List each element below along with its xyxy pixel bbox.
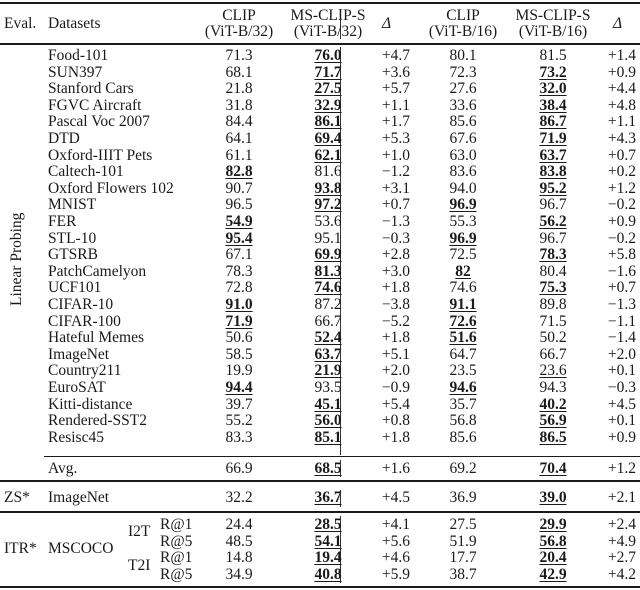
cell-m32: 54.1 [314, 532, 342, 550]
cell-m16: 75.3 [539, 279, 567, 297]
dataset-name: Oxford-IIIT Pets [48, 146, 153, 164]
cell-c16: 38.7 [449, 566, 477, 584]
cell-c32: 39.7 [225, 395, 253, 413]
cell-c16: 94.0 [449, 179, 477, 197]
cell-c16: 64.7 [449, 345, 477, 363]
cell-c16: 83.6 [449, 163, 477, 181]
cell-c16: 51.6 [449, 329, 477, 347]
cell-m16: 50.2 [539, 329, 567, 347]
cell-m16: 96.7 [539, 229, 567, 247]
dataset-name: Stanford Cars [48, 80, 134, 98]
dataset-name: Rendered-SST2 [48, 412, 148, 430]
cell-d32: +0.7 [381, 196, 410, 214]
cell-c32: 68.1 [225, 63, 253, 81]
cell-d32: +0.8 [381, 412, 410, 430]
cell-d16: +1.2 [607, 179, 636, 197]
cell-d32: +5.6 [381, 532, 410, 550]
table-row [0, 363, 640, 379]
cell-m16: 81.5 [539, 47, 567, 64]
cell-d16: −1.1 [607, 312, 636, 330]
cell-c32: 21.8 [225, 80, 253, 98]
cell-m32: 68.5 [314, 460, 342, 477]
cell-c32: 32.2 [225, 489, 253, 506]
delta-b16-header: Δ [613, 15, 623, 32]
cell-c16: 36.9 [449, 489, 477, 506]
table-row [0, 247, 640, 263]
cell-m32: 66.7 [314, 312, 342, 330]
metric-label: R@1 [160, 516, 193, 533]
dataset-name: ImageNet [48, 345, 110, 363]
dataset-name: Caltech-101 [48, 163, 124, 181]
dataset-name: FER [48, 213, 77, 230]
cell-d16: +4.8 [607, 96, 636, 114]
cell-d32: +5.9 [381, 566, 410, 584]
cell-c16: 80.1 [449, 47, 477, 64]
cell-c16: 23.5 [449, 362, 477, 380]
cell-c32: 72.8 [225, 279, 253, 297]
cell-m16: 63.7 [539, 146, 567, 164]
itr-row [0, 567, 640, 583]
cell-m16: 66.7 [539, 345, 567, 363]
cell-m32: 71.7 [314, 63, 342, 81]
dataset-name: Pascal Voc 2007 [48, 113, 150, 131]
table-row [0, 380, 640, 396]
cell-m16: 56.9 [539, 412, 567, 430]
cell-c32: 67.1 [225, 246, 253, 264]
cell-c32: 34.9 [225, 566, 253, 584]
cell-c16: 96.9 [449, 196, 477, 214]
cell-c32: 19.9 [225, 362, 253, 380]
table-row [0, 413, 640, 429]
cell-c16: 35.7 [449, 395, 477, 413]
cell-m32: 74.6 [314, 279, 342, 297]
cell-d16: −0.2 [607, 229, 636, 247]
cell-c32: 64.1 [225, 130, 253, 147]
cell-d32: +4.1 [381, 516, 410, 533]
cell-d16: +0.1 [607, 362, 636, 380]
dataset-name: UCF101 [48, 279, 102, 297]
cell-d32: −0.9 [381, 379, 410, 396]
dataset-name: Food-101 [48, 47, 109, 64]
cell-d16: +4.9 [607, 532, 636, 550]
cell-m32: 93.8 [314, 179, 342, 197]
cell-c16: 27.6 [449, 80, 477, 98]
avg-rule [44, 456, 640, 457]
cell-c16: 27.5 [449, 516, 477, 533]
cell-m16: 71.5 [539, 312, 567, 330]
cell-c32: 54.9 [225, 213, 253, 230]
datasets-header: Datasets [48, 15, 101, 32]
cell-m32: 27.5 [314, 80, 342, 98]
itr-row [0, 550, 640, 566]
dataset-name: DTD [48, 130, 80, 147]
cell-c16: 96.9 [449, 229, 477, 247]
msclip-b32-header: MS-CLIP-S (ViT-B/32) [290, 7, 366, 40]
cell-c32: 31.8 [225, 96, 253, 114]
cell-m16: 78.3 [539, 246, 567, 264]
cell-c16: 72.6 [449, 312, 477, 330]
cell-c16: 91.1 [449, 296, 477, 313]
cell-c16: 33.6 [449, 96, 477, 114]
cell-d32: +4.7 [381, 47, 410, 64]
cell-c32: 78.3 [225, 262, 253, 280]
cell-c32: 71.3 [225, 47, 253, 64]
cell-d16: +0.9 [607, 428, 636, 446]
cell-m16: 40.2 [539, 395, 567, 413]
table-row [0, 114, 640, 130]
dataset-name: FGVC Aircraft [48, 96, 142, 114]
zs-label: ZS* [4, 489, 30, 506]
cell-c32: 94.4 [225, 379, 253, 396]
cell-c32: 95.4 [225, 229, 253, 247]
linear-probing-label: Linear Probing [8, 212, 25, 306]
cell-m16: 32.0 [539, 80, 567, 98]
table-row [0, 314, 640, 330]
cell-c32: 91.0 [225, 296, 253, 313]
cell-m16: 70.4 [539, 460, 567, 477]
cell-d32: +1.0 [381, 146, 410, 164]
cell-d16: +2.7 [607, 549, 636, 567]
table-row [0, 280, 640, 296]
table-row [0, 347, 640, 363]
dataset-name: CIFAR-100 [48, 312, 121, 330]
cell-d16: +4.4 [607, 80, 636, 98]
cell-m16: 86.5 [539, 428, 567, 446]
cell-m16: 39.0 [539, 489, 567, 506]
cell-c16: 85.6 [449, 113, 477, 131]
cell-d32: −1.2 [381, 163, 410, 181]
table-row [0, 164, 640, 180]
cell-m16: 71.9 [539, 130, 567, 147]
zs-bottom-rule [0, 511, 640, 513]
cell-c16: 72.5 [449, 246, 477, 264]
cell-m16: 42.9 [539, 566, 567, 584]
cell-c32: 90.7 [225, 179, 253, 197]
cell-c16: 55.3 [449, 213, 477, 230]
cell-d32: +1.6 [381, 460, 410, 477]
cell-m16: 56.8 [539, 532, 567, 550]
cell-d32: +1.1 [381, 96, 410, 114]
cell-d32: +5.7 [381, 80, 410, 98]
cell-c16: 85.6 [449, 428, 477, 446]
cell-d32: +3.0 [381, 262, 410, 280]
itr-label: ITR* [4, 540, 37, 557]
cell-d16: +2.0 [607, 345, 636, 363]
table-row [0, 131, 640, 147]
cell-d16: +0.7 [607, 279, 636, 297]
cell-d32: +1.8 [381, 279, 410, 297]
dataset-name: MNIST [48, 196, 97, 214]
cell-d32: +5.4 [381, 395, 410, 413]
table-row [0, 181, 640, 197]
table-row [0, 330, 640, 346]
cell-d16: +1.4 [607, 47, 636, 64]
table-row [0, 397, 640, 413]
clip-b16-header: CLIP (ViT-B/16) [428, 7, 498, 40]
cell-d16: +0.2 [607, 163, 636, 181]
table-row [0, 48, 640, 64]
cell-m32: 21.9 [314, 362, 342, 380]
lp-bottom-rule [0, 480, 640, 482]
avg-row [0, 461, 640, 477]
dataset-name: STL-10 [48, 229, 97, 247]
cell-c32: 24.4 [225, 516, 253, 533]
cell-m32: 36.7 [314, 489, 342, 506]
cell-m32: 85.1 [314, 428, 342, 446]
cell-d32: +5.3 [381, 130, 410, 147]
cell-c16: 69.2 [449, 460, 477, 477]
delta-b32-header: Δ [382, 15, 392, 32]
cell-m32: 52.4 [314, 329, 342, 347]
cell-d16: +0.7 [607, 146, 636, 164]
cell-c16: 74.6 [449, 279, 477, 297]
cell-d32: +2.8 [381, 246, 410, 264]
cell-d32: +1.8 [381, 428, 410, 446]
dataset-name: PatchCamelyon [48, 262, 147, 280]
cell-d16: +2.1 [607, 489, 636, 506]
i2t-label: I2T [128, 523, 151, 540]
table-row [0, 98, 640, 114]
cell-m32: 62.1 [314, 146, 342, 164]
cell-m32: 81.6 [314, 163, 342, 181]
cell-c16: 72.3 [449, 63, 477, 81]
cell-m16: 94.3 [539, 379, 567, 396]
cell-c32: 14.8 [225, 549, 253, 567]
cell-d16: −1.3 [607, 296, 636, 313]
table-row [0, 264, 640, 280]
itr-row [0, 534, 640, 550]
cell-m32: 32.9 [314, 96, 342, 114]
cell-d32: +1.8 [381, 329, 410, 347]
cell-m16: 29.9 [539, 516, 567, 533]
cell-d16: −1.6 [607, 262, 636, 280]
cell-m16: 23.6 [539, 362, 567, 380]
cell-m32: 69.9 [314, 246, 342, 264]
cell-c16: 56.8 [449, 412, 477, 430]
dataset-name: Kitti-distance [48, 395, 133, 413]
cell-m16: 56.2 [539, 213, 567, 230]
cell-d16: +4.3 [607, 130, 636, 147]
header-rule [0, 43, 640, 45]
dataset-name: EuroSAT [48, 379, 106, 396]
cell-c16: 63.0 [449, 146, 477, 164]
cell-m16: 20.4 [539, 549, 567, 567]
cell-d32: −0.3 [381, 229, 410, 247]
cell-m16: 38.4 [539, 96, 567, 114]
cell-m32: 56.0 [314, 412, 342, 430]
cell-d16: +2.4 [607, 516, 636, 533]
table-row [0, 65, 640, 81]
bottom-rule [0, 586, 640, 588]
dataset-name: CIFAR-10 [48, 296, 114, 313]
table-row [0, 430, 640, 446]
cell-d32: +5.1 [381, 345, 410, 363]
itr-dataset: MSCOCO [48, 540, 114, 557]
cell-d16: +1.2 [607, 460, 636, 477]
cell-m32: 81.3 [314, 262, 342, 280]
table-row [0, 197, 640, 213]
dataset-name: Hateful Memes [48, 329, 144, 347]
cell-c16: 67.6 [449, 130, 477, 147]
cell-m32: 86.1 [314, 113, 342, 131]
cell-c16: 51.9 [449, 532, 477, 550]
cell-d32: +4.6 [381, 549, 410, 567]
cell-m32: 69.4 [314, 130, 342, 147]
cell-c32: 84.4 [225, 113, 253, 131]
cell-c32: 55.2 [225, 412, 253, 430]
itr-row [0, 517, 640, 533]
msclip-b16-header: MS-CLIP-S (ViT-B/16) [515, 7, 591, 40]
cell-m32: 19.4 [314, 549, 342, 567]
metric-label: R@5 [160, 532, 193, 550]
cell-c32: 82.8 [225, 163, 253, 181]
cell-c16: 94.6 [449, 379, 477, 396]
cell-m16: 89.8 [539, 296, 567, 313]
cell-m32: 63.7 [314, 345, 342, 363]
table-row [0, 231, 640, 247]
cell-c32: 50.6 [225, 329, 253, 347]
table-row [0, 297, 640, 313]
cell-d16: −0.2 [607, 196, 636, 214]
dataset-name: GTSRB [48, 246, 98, 264]
metric-label: R@5 [160, 566, 193, 584]
cell-m16: 83.8 [539, 163, 567, 181]
cell-m32: 95.1 [314, 229, 342, 247]
dataset-name: Oxford Flowers 102 [48, 179, 174, 197]
cell-c16: 17.7 [449, 549, 477, 567]
cell-m32: 45.1 [314, 395, 342, 413]
cell-d32: −5.2 [381, 312, 410, 330]
cell-c32: 96.5 [225, 196, 253, 214]
dataset-name: Country211 [48, 362, 122, 380]
cell-m16: 73.2 [539, 63, 567, 81]
cell-c32: 83.3 [225, 428, 253, 446]
dataset-name: Resisc45 [48, 428, 104, 446]
cell-d16: +4.2 [607, 566, 636, 584]
cell-c32: 61.1 [225, 146, 253, 164]
cell-m32: 87.2 [314, 296, 342, 313]
cell-m32: 93.5 [314, 379, 342, 396]
cell-m16: 86.7 [539, 113, 567, 131]
cell-d16: +4.5 [607, 395, 636, 413]
cell-d32: +3.1 [381, 179, 410, 197]
cell-d32: +3.6 [381, 63, 410, 81]
dataset-name: Avg. [48, 460, 78, 477]
table-row [0, 214, 640, 230]
zs-row [0, 490, 640, 506]
cell-m16: 80.4 [539, 262, 567, 280]
metric-label: R@1 [160, 549, 193, 567]
table-row [0, 81, 640, 97]
eval-header: Eval. [4, 15, 37, 32]
cell-d32: −3.8 [381, 296, 410, 313]
cell-d16: +0.1 [607, 412, 636, 430]
cell-m32: 97.2 [314, 196, 342, 214]
cell-c32: 66.9 [225, 460, 253, 477]
top-rule [0, 2, 640, 4]
dataset-name: SUN397 [48, 63, 103, 81]
cell-c32: 58.5 [225, 345, 253, 363]
clip-b32-header: CLIP (ViT-B/32) [204, 7, 274, 40]
cell-d16: +0.9 [607, 63, 636, 81]
t2i-label: T2I [128, 557, 151, 574]
cell-d32: −1.3 [381, 213, 410, 230]
cell-d16: +1.1 [607, 113, 636, 131]
cell-d16: −1.4 [607, 329, 636, 347]
cell-m32: 40.8 [314, 566, 342, 584]
cell-m32: 53.6 [314, 213, 342, 230]
cell-c32: 48.5 [225, 532, 253, 550]
cell-d32: +1.7 [381, 113, 410, 131]
cell-c32: 71.9 [225, 312, 253, 330]
cell-d32: +4.5 [381, 489, 410, 506]
cell-m16: 95.2 [539, 179, 567, 197]
cell-m32: 76.0 [314, 47, 342, 64]
cell-d16: +5.8 [607, 246, 636, 264]
cell-m32: 28.5 [314, 516, 342, 533]
cell-c16: 82 [455, 262, 471, 280]
table-row [0, 148, 640, 164]
cell-d16: +0.9 [607, 213, 636, 230]
cell-d16: −0.3 [607, 379, 636, 396]
cell-m16: 96.7 [539, 196, 567, 214]
cell-d32: +2.0 [381, 362, 410, 380]
dataset-name: ImageNet [48, 489, 110, 506]
